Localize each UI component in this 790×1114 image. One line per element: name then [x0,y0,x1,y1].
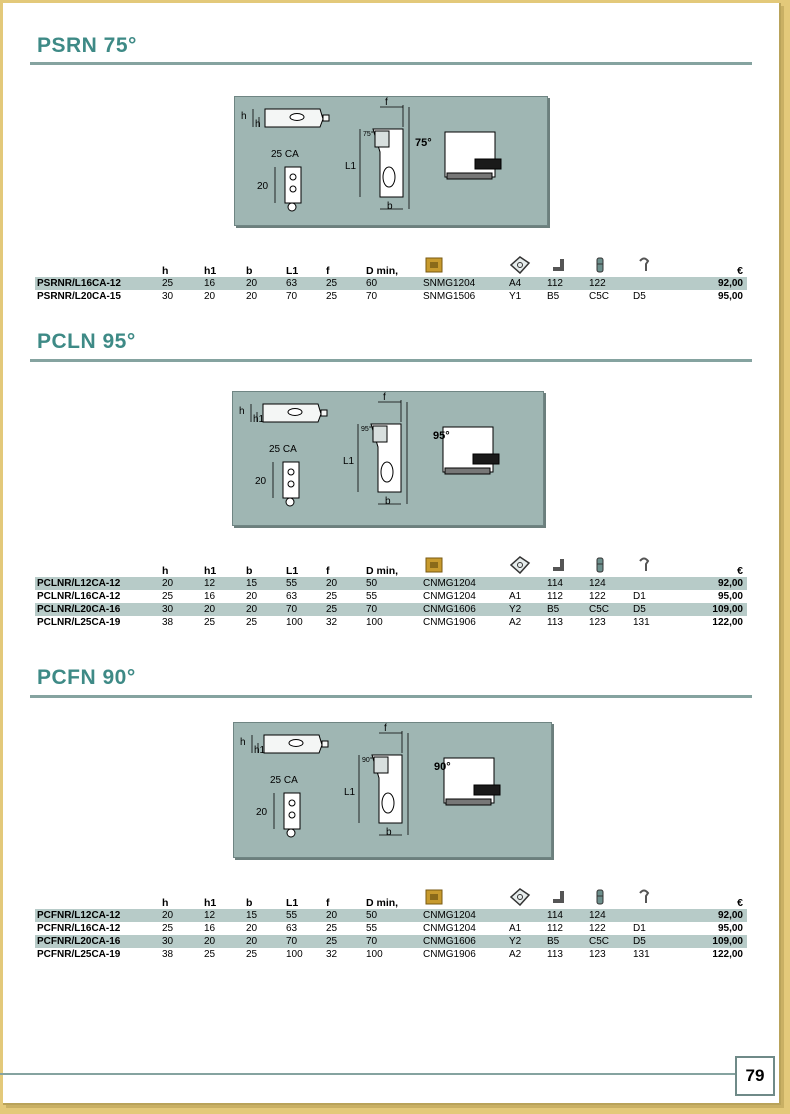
cutting-angle-label: 95° [433,430,450,442]
dim-20-label: 20 [257,181,269,192]
cell-dmin: 100 [366,617,383,628]
cell-L1: 70 [284,935,324,948]
cell-h: 20 [160,577,202,590]
dim-h1-label: h1 [253,414,265,425]
cell-dmin: 70 [366,291,378,302]
cell-c1: A2 [509,617,522,628]
cell-c3: 122 [589,923,606,934]
cell-insert: SNMG1506 [423,291,476,302]
cell-h1: 12 [202,909,244,922]
shim-icon [547,888,569,909]
cell-c1: A2 [509,949,522,960]
cell-h1: 16 [202,277,244,290]
column-header: h1 [204,897,217,909]
ca-label: 25 CA [270,775,298,786]
column-header: f [326,565,330,577]
screw-icon [633,556,655,577]
cell-dmin: 55 [366,923,378,934]
cell-insert: CNMG1204 [421,577,507,590]
column-header: b [246,897,253,909]
column-header: b [246,565,253,577]
tool-diagram [233,722,552,858]
insert-outline-icon [509,888,531,909]
cell-c4: D1 [633,591,646,602]
table-row [35,590,747,603]
cell-c3: 122 [589,591,606,602]
cell-c3: 123 [589,617,606,628]
cell-c2: 114 [545,577,587,590]
cell-insert: SNMG1204 [421,277,507,290]
dim-20-label: 20 [256,807,268,818]
cell-c3: C5C [587,603,631,616]
section-title: PCFN 90° [37,666,136,689]
cell-L1: 100 [286,617,303,628]
cell-L1: 100 [286,949,303,960]
cell-price: 95,00 [717,923,743,934]
cell-insert: CNMG1906 [423,617,476,628]
small-angle-label: 95° [361,426,372,433]
dim-h1-label: h1 [254,745,266,756]
cell-dmin: 55 [366,591,378,602]
cell-f: 20 [324,909,364,922]
table-row [35,935,747,948]
cell-c4: D5 [633,291,646,302]
cell-h1: 16 [204,591,216,602]
ca-label: 25 CA [269,444,297,455]
table-row [35,616,747,629]
cell-dmin: 100 [366,949,383,960]
screw-icon [633,888,655,909]
cell-c4 [631,909,673,922]
cell-c2: B5 [545,603,587,616]
cell-insert: CNMG1606 [421,935,507,948]
table-row [35,948,747,961]
cell-price: 92,00 [673,277,747,290]
column-header: h1 [204,565,217,577]
cell-code: PCLNR/L16CA-12 [37,591,121,602]
cell-f: 25 [324,603,364,616]
insert-outline-icon [509,556,531,577]
cell-c1: A1 [509,591,522,602]
cell-f: 32 [326,949,338,960]
icon-header [421,888,507,909]
column-header: D min, [366,565,399,577]
cell-c1: Y2 [507,935,545,948]
code-header [35,256,160,277]
cell-code: PSRNR/L16CA-12 [35,277,160,290]
cell-b: 15 [244,577,284,590]
cell-c3: C5C [589,291,610,302]
icon-header [545,556,587,577]
column-header: h [162,265,169,277]
cell-b: 20 [246,923,258,934]
cell-c4: D5 [631,603,673,616]
cell-c2: 112 [547,923,563,934]
code-header [35,556,160,577]
icon-header [545,888,587,909]
cell-c1: A1 [509,923,522,934]
cell-price: 92,00 [673,577,747,590]
spec-table [35,888,747,961]
price-header: € [737,565,743,577]
cell-c3: 123 [589,949,606,960]
price-header: € [737,265,743,277]
cell-price: 109,00 [673,603,747,616]
cell-price: 95,00 [717,591,743,602]
cell-code: PCFNR/L12CA-12 [35,909,160,922]
cell-c2: B5 [547,291,560,302]
cell-c2: 113 [547,617,563,628]
dim-h-label: h [240,737,246,748]
cell-b: 20 [244,935,284,948]
column-header: f [326,265,330,277]
cutting-angle-label: 90° [434,761,451,773]
cell-price: 92,00 [673,909,747,922]
table-row [35,277,747,290]
cell-code: PCLNR/L12CA-12 [35,577,160,590]
cell-dmin: 60 [364,277,421,290]
cell-price: 109,00 [673,935,747,948]
dim-f-label: f [384,723,387,734]
icon-header [587,888,631,909]
cell-h: 38 [162,949,174,960]
dim-b-label: b [385,496,391,507]
cell-f: 32 [326,617,338,628]
small-angle-label: 75° [363,131,374,138]
insert-square-icon [423,888,445,909]
cell-L1: 63 [286,591,298,602]
cell-c2: 112 [545,277,587,290]
cell-f: 25 [326,291,338,302]
tool-diagram [232,391,544,526]
table-header [35,888,747,909]
cell-insert: CNMG1204 [421,909,507,922]
cell-code: PCFNR/L25CA-19 [37,949,121,960]
bottom-rule [0,1073,735,1075]
screw-icon [633,256,655,277]
dim-l1-label: L1 [345,161,357,172]
table-row [35,577,747,590]
cell-c1: Y1 [509,291,522,302]
dim-f-label: f [385,97,388,108]
dim-l1-label: L1 [344,787,356,798]
cell-code: PCLNR/L20CA-16 [35,603,160,616]
cell-h: 20 [160,909,202,922]
cell-h: 30 [160,935,202,948]
column-header: L1 [286,265,299,277]
cell-c4: 131 [633,617,650,628]
cell-c1: A4 [507,277,545,290]
cell-c4 [631,577,673,590]
shim-icon [547,256,569,277]
cell-dmin: 70 [364,603,421,616]
cell-price: 95,00 [717,291,743,302]
tool-diagram [234,96,548,226]
cell-f: 25 [324,935,364,948]
icon-header [587,256,631,277]
cell-c1 [507,909,545,922]
insert-square-icon [423,256,445,277]
cell-insert: CNMG1204 [423,591,476,602]
cell-price: 122,00 [712,949,743,960]
cell-c4: D5 [631,935,673,948]
icon-header [631,556,673,577]
cell-b: 20 [246,291,258,302]
cell-code: PCFNR/L16CA-12 [37,923,121,934]
cell-c3: 124 [587,577,631,590]
cell-c2: 114 [545,909,587,922]
cell-c1: Y2 [507,603,545,616]
cell-b: 20 [246,591,258,602]
dim-l1-label: L1 [343,456,355,467]
cell-L1: 63 [286,923,298,934]
cell-h: 38 [162,617,174,628]
cutting-angle-label: 75° [415,137,432,149]
cell-insert: CNMG1204 [423,923,476,934]
table-header [35,256,747,277]
cell-code: PCLNR/L25CA-19 [37,617,121,628]
shim-icon [547,556,569,577]
icon-header [631,256,673,277]
dim-b-label: b [387,201,393,212]
cell-b: 25 [246,949,258,960]
cell-b: 20 [244,277,284,290]
cell-dmin: 50 [364,577,421,590]
spec-table [35,256,747,303]
icon-header [631,888,673,909]
table-header [35,556,747,577]
icon-header [587,556,631,577]
cell-h: 25 [162,923,174,934]
cell-b: 20 [244,603,284,616]
cell-f: 25 [324,277,364,290]
cell-h: 25 [162,591,174,602]
dim-f-label: f [383,392,386,403]
cell-h: 30 [162,291,174,302]
insert-square-icon [423,556,445,577]
table-row [35,922,747,935]
cell-price: 122,00 [712,617,743,628]
cell-L1: 55 [284,577,324,590]
cell-c4: 131 [633,949,650,960]
section-title: PSRN 75° [37,34,137,57]
cell-c2: 112 [547,591,563,602]
cell-c2: B5 [545,935,587,948]
dim-h-label: h [239,406,245,417]
table-row [35,290,747,303]
cell-c4: D1 [633,923,646,934]
icon-header [545,256,587,277]
column-header: b [246,265,253,277]
column-header: h [162,565,169,577]
cell-h1: 20 [204,291,216,302]
clamp-pin-icon [589,888,611,909]
cell-insert: CNMG1606 [421,603,507,616]
column-header: D min, [366,897,399,909]
dim-h1-label: h [255,119,261,130]
section-rule [30,695,752,698]
cell-code: PSRNR/L20CA-15 [37,291,121,302]
cell-c3: C5C [587,935,631,948]
icon-header [507,256,545,277]
section-title: PCLN 95° [37,330,136,353]
table-row [35,603,747,616]
cell-h1: 25 [204,617,216,628]
table-row [35,909,747,922]
cell-L1: 70 [284,603,324,616]
cell-c4 [631,277,673,290]
cell-h1: 12 [202,577,244,590]
dim-h-label: h [241,111,247,122]
ca-label: 25 CA [271,149,299,160]
price-header: € [737,897,743,909]
cell-h1: 25 [204,949,216,960]
icon-header [421,256,507,277]
cell-dmin: 70 [364,935,421,948]
cell-f: 25 [326,923,338,934]
cell-L1: 55 [284,909,324,922]
small-angle-label: 90° [362,757,373,764]
cell-code: PCFNR/L20CA-16 [35,935,160,948]
column-header: L1 [286,897,299,909]
column-header: h [162,897,169,909]
cell-insert: CNMG1906 [423,949,476,960]
page-number: 79 [735,1056,775,1096]
cell-h: 30 [160,603,202,616]
column-header: D min, [366,265,399,277]
cell-c3: 122 [587,277,631,290]
cell-L1: 63 [284,277,324,290]
spec-table [35,556,747,629]
section-rule [30,359,752,362]
icon-header [421,556,507,577]
code-header [35,888,160,909]
column-header: L1 [286,565,299,577]
column-header: h1 [204,265,217,277]
column-header: f [326,897,330,909]
dim-20-label: 20 [255,476,267,487]
cell-b: 15 [244,909,284,922]
insert-outline-icon [509,256,531,277]
cell-f: 20 [324,577,364,590]
cell-h1: 20 [202,935,244,948]
cell-dmin: 50 [364,909,421,922]
diagram-drawing [234,723,551,857]
cell-c1 [507,577,545,590]
cell-h: 25 [160,277,202,290]
cell-c3: 124 [587,909,631,922]
section-rule [30,62,752,65]
cell-b: 25 [246,617,258,628]
cell-h1: 20 [202,603,244,616]
cell-f: 25 [326,591,338,602]
clamp-pin-icon [589,556,611,577]
cell-L1: 70 [286,291,298,302]
clamp-pin-icon [589,256,611,277]
cell-c2: 113 [547,949,563,960]
dim-b-label: b [386,827,392,838]
icon-header [507,556,545,577]
cell-h1: 16 [204,923,216,934]
icon-header [507,888,545,909]
